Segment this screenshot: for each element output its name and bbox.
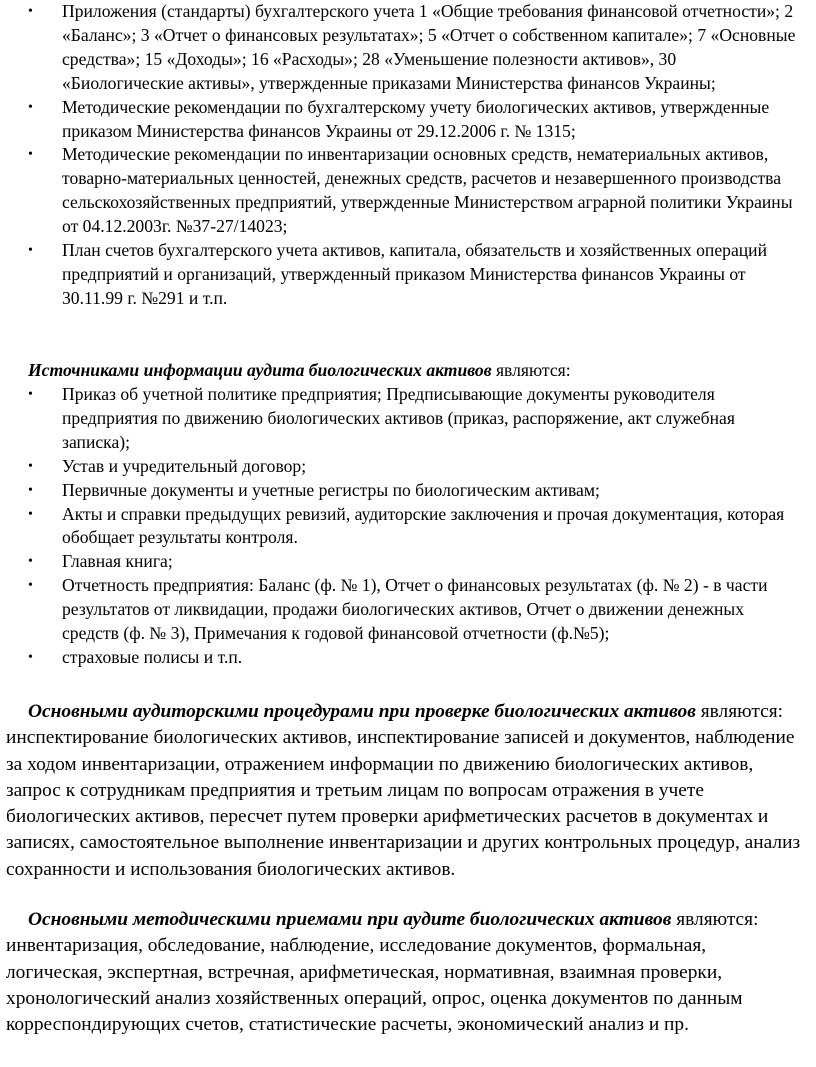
bullet-icon: • [28, 387, 33, 402]
sources-heading-rest: являются: [491, 360, 571, 380]
list-item [0, 503, 816, 551]
list-item-text: Акты и справки предыдущих ревизий, аудиторские заключения и прочая документация, которая обобщает результаты контроля. [62, 503, 785, 548]
bullet-icon: • [28, 506, 33, 522]
procedures-emphasis: Основными аудиторскими процедурами при проверке биологических активов [28, 701, 696, 722]
list-item [0, 239, 816, 311]
list-item-text: Первичные документы и учетные регистры по биологическим активам; [62, 479, 600, 500]
methods-paragraph [0, 907, 816, 1038]
list-item [0, 479, 816, 503]
list-item [0, 96, 816, 144]
bullet-icon: • [28, 554, 33, 570]
list-item [0, 0, 816, 96]
list-item [0, 383, 816, 455]
list-item [0, 574, 816, 646]
list-item [0, 550, 816, 574]
list-item-text: Отчетность предприятия: Баланс (ф. № 1), Отчет о финансовых результатах (ф. № 2) - в части результатов от ликвидации, продажи биологических активов, Отчет о движении денежных средств (ф. № 3), Примечания к годовой финансовой отчетности (ф.№5); [62, 575, 768, 644]
procedures-text: являются: инспектирование биологических активов, инспектирование записей и документов, наблюдение за ходом инвентаризации, отражением информации по движению биологических активов, запрос к сотрудникам предприятия и третьим лицам по вопросам отражения в учете биологических активов, пересчет путем проверки арифметических расчетов в документах и записях, самостоятельное выполнение инвентаризации и других контрольных процедур, анализ сохранности и использования биологических активов. [6, 701, 801, 880]
methods-text: являются: инвентаризация, обследование, наблюдение, исследование документов, формальная, логическая, экспертная, встречная, арифметическая, нормативная, взаимная проверки, хронологический анализ хозяйственных операций, опрос, оценка документов по данным корреспондирующих счетов, статистические расчеты, экономический анализ и пр. [6, 909, 759, 1036]
bullet-icon: • [28, 4, 33, 19]
bullet-icon: • [28, 578, 33, 594]
sources-heading-emphasis: Источниками информации аудита биологических активов [28, 360, 492, 380]
list-item-text: План счетов бухгалтерского учета активов, капитала, обязательств и хозяйственных операций предприятий и организаций, утвержденный приказом Министерства финансов Украины от 30.11.99 г. №291 и т.п. [62, 240, 768, 308]
bullet-icon: • [28, 649, 33, 665]
list-item [0, 455, 816, 479]
list-item-text: Приказ об учетной политике предприятия; Предписывающие документы руководителя предприятия по движению биологических активов (приказ, распоряжение, акт служебная записка); [62, 384, 735, 452]
list-item-text: Методические рекомендации по инвентаризации основных средств, нематериальных активов, товарно-материальных ценностей, денежных средств, расчетов и незавершенного производства сельскохозяйственных предприятий, утвержденные Министерством аграрной политики Украины от 04.12.2003г. №37-27/14023; [62, 144, 793, 237]
bullet-icon: • [28, 99, 33, 115]
sources-list [0, 383, 816, 670]
list-item-text: Устав и учредительный договор; [62, 455, 307, 476]
list-item [0, 143, 816, 239]
list-item [0, 646, 816, 670]
procedures-paragraph [0, 699, 816, 883]
bullet-icon: • [28, 482, 33, 498]
methods-emphasis: Основными методическими приемами при аудите биологических активов [28, 909, 672, 930]
bullet-icon: • [28, 243, 33, 259]
bullet-icon: • [28, 147, 33, 163]
sources-heading [0, 358, 816, 382]
list-item-text: Приложения (стандарты) бухгалтерского учета 1 «Общие требования финансовой отчетности»; 2 «Баланс»; 3 «Отчет о финансовых результатах»; 5 «Отчет о собственном капитале»; 7 «Основные средства»; 15 «Доходы»; 16 «Расходы»; 28 «Уменьшение полезности активов», 30 «Биологические активы», утвержденные приказами Министерства финансов Украины; [62, 1, 796, 93]
list-item-text: Главная книга; [62, 551, 173, 572]
list-item-text: страховые полисы и т.п. [62, 646, 243, 667]
list-item-text: Методические рекомендации по бухгалтерскому учету биологических активов, утвержденные приказом Министерства финансов Украины от 29.12.2006 г. № 1315; [62, 96, 770, 141]
standards-list [0, 0, 816, 311]
bullet-icon: • [28, 458, 33, 474]
